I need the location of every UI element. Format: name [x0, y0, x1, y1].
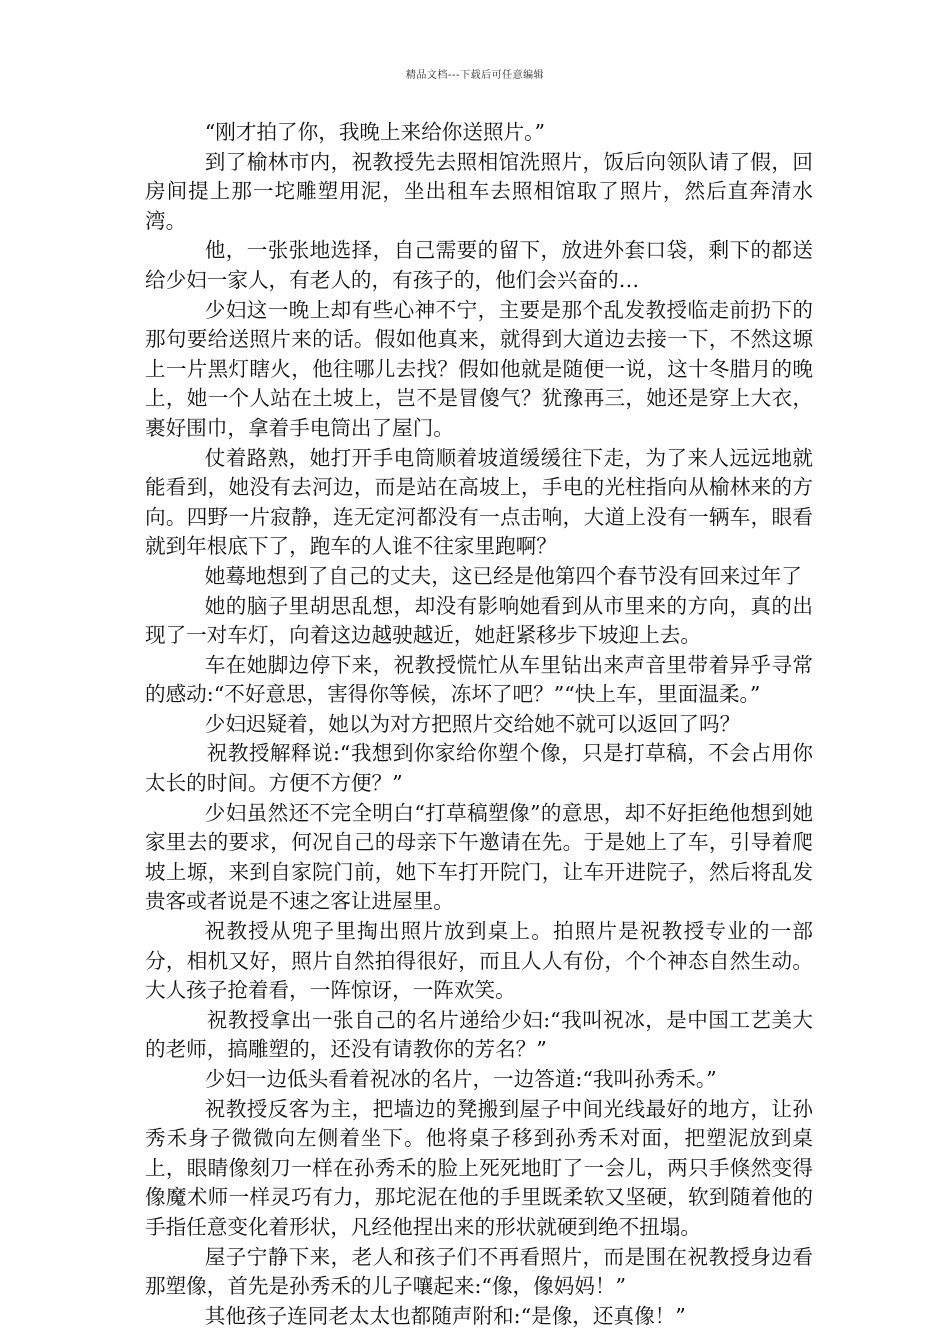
- paragraph: 车在她脚边停下来，祝教授慌忙从车里钻出来声音里带着异乎寻常的感动:“不好意思，害得你等候，冻坏了吧？”“快上车，里面温柔。”: [145, 652, 813, 707]
- paragraph: 祝教授反客为主，把墙边的凳搬到屋子中间光线最好的地方，让孙秀禾身子微微向左侧着坐下。他将桌子移到孙秀禾对面，把塑泥放到桌上，眼睛像刻刀一样在孙秀禾的脸上死死地盯了一会儿，两只手倏然变得像魔术师一样灵巧有力，那坨泥在他的手里既柔软又坚硬，软到随着他的手指任意变化着形状，凡经他捏出来的形状就硬到绝不扭塌。: [145, 1096, 813, 1239]
- paragraph: 少妇迟疑着，她以为对方把照片交给她不就可以返回了吗？: [204, 711, 741, 736]
- paragraph: 她的脑子里胡思乱想，却没有影响她看到从市里来的方向，真的出现了一对车灯，向着这边越驶越近，她赶紧移步下坡迎上去。: [145, 593, 813, 648]
- paragraph: 少妇这一晚上却有些心神不宁，主要是那个乱发教授临走前扔下的那句要给送照片来的话。假如他真来，就得到大道边去接一下，不然这塬上一片黑灯瞎火，他往哪儿去找？假如他就是随便一说，这十冬腊月的晚上，她一个人站在土坡上，岂不是冒傻气？犹豫再三，她还是穿上大衣，裹好围巾，拿着手电筒出了屋门。: [145, 297, 813, 440]
- body-text: [145, 118, 813, 1331]
- paragraph: 少妇一边低头看着祝冰的名片，一边答道:“我叫孙秀禾。”: [204, 1067, 717, 1091]
- paragraph: 祝教授解释说:“我想到你家给你塑个像，只是打草稿，不会占用你太长的时间。方便不方便？”: [145, 741, 813, 796]
- paragraph: 他，一张张地选择，自己需要的留下，放进外套口袋，剩下的都送给少妇一家人，有老人的，有孩子的，他们会兴奋的…: [145, 238, 813, 292]
- paragraph: 到了榆林市内，祝教授先去照相馆洗照片，饭后向领队请了假，回房间提上那一坨雕塑用泥，坐出租车去照相馆取了照片，然后直奔清水湾。: [145, 149, 813, 233]
- paragraph: 少妇虽然还不完全明白“打草稿塑像”的意思，却不好拒绝他想到她家里去的要求，何况自己的母亲下午邀请在先。于是她上了车，引导着爬坡上塬，来到自家院门前，她下车打开院门，让车开进院子，然后将乱发贵客或者说是不速之客让进屋里。: [145, 800, 813, 914]
- paragraph: 屋子宁静下来，老人和孩子们不再看照片，而是围在祝教授身边看那塑像，首先是孙秀禾的儿子嚷起来:“像，像妈妈！”: [145, 1244, 813, 1299]
- paragraph: 仗着路熟，她打开手电筒顺着坡道缓缓往下走，为了来人远远地就能看到，她没有去河边，而是站在高坡上，手电的光柱指向从榆林来的方向。四野一片寂静，连无定河都没有一点击响，大道上没有一辆车，眼看就到年根底下了，跑车的人谁不往家里跑啊？: [145, 445, 813, 559]
- paragraph: 其他孩子连同老太太也都随声附和:“是像，还真像！”: [204, 1303, 686, 1328]
- paragraph: 祝教授从兜子里掏出照片放到桌上。拍照片是祝教授专业的一部分，相机又好，照片自然拍得很好，而且人人有份，个个神态自然生动。大人孩子抢着看，一阵惊讶，一阵欢笑。: [145, 919, 813, 1003]
- paragraph: “刚才拍了你，我晚上来给你送照片。”: [204, 120, 545, 144]
- page-header: 精品文档---下载后可任意编辑: [405, 70, 545, 81]
- paragraph: 她蓦地想到了自己的丈夫，这已经是他第四个春节没有回来过年了: [204, 563, 802, 588]
- paragraph: 祝教授拿出一张自己的名片递给少妇:“我叫祝冰，是中国工艺美大的老师，搞雕塑的，还没有请教你的芳名？”: [145, 1007, 813, 1062]
